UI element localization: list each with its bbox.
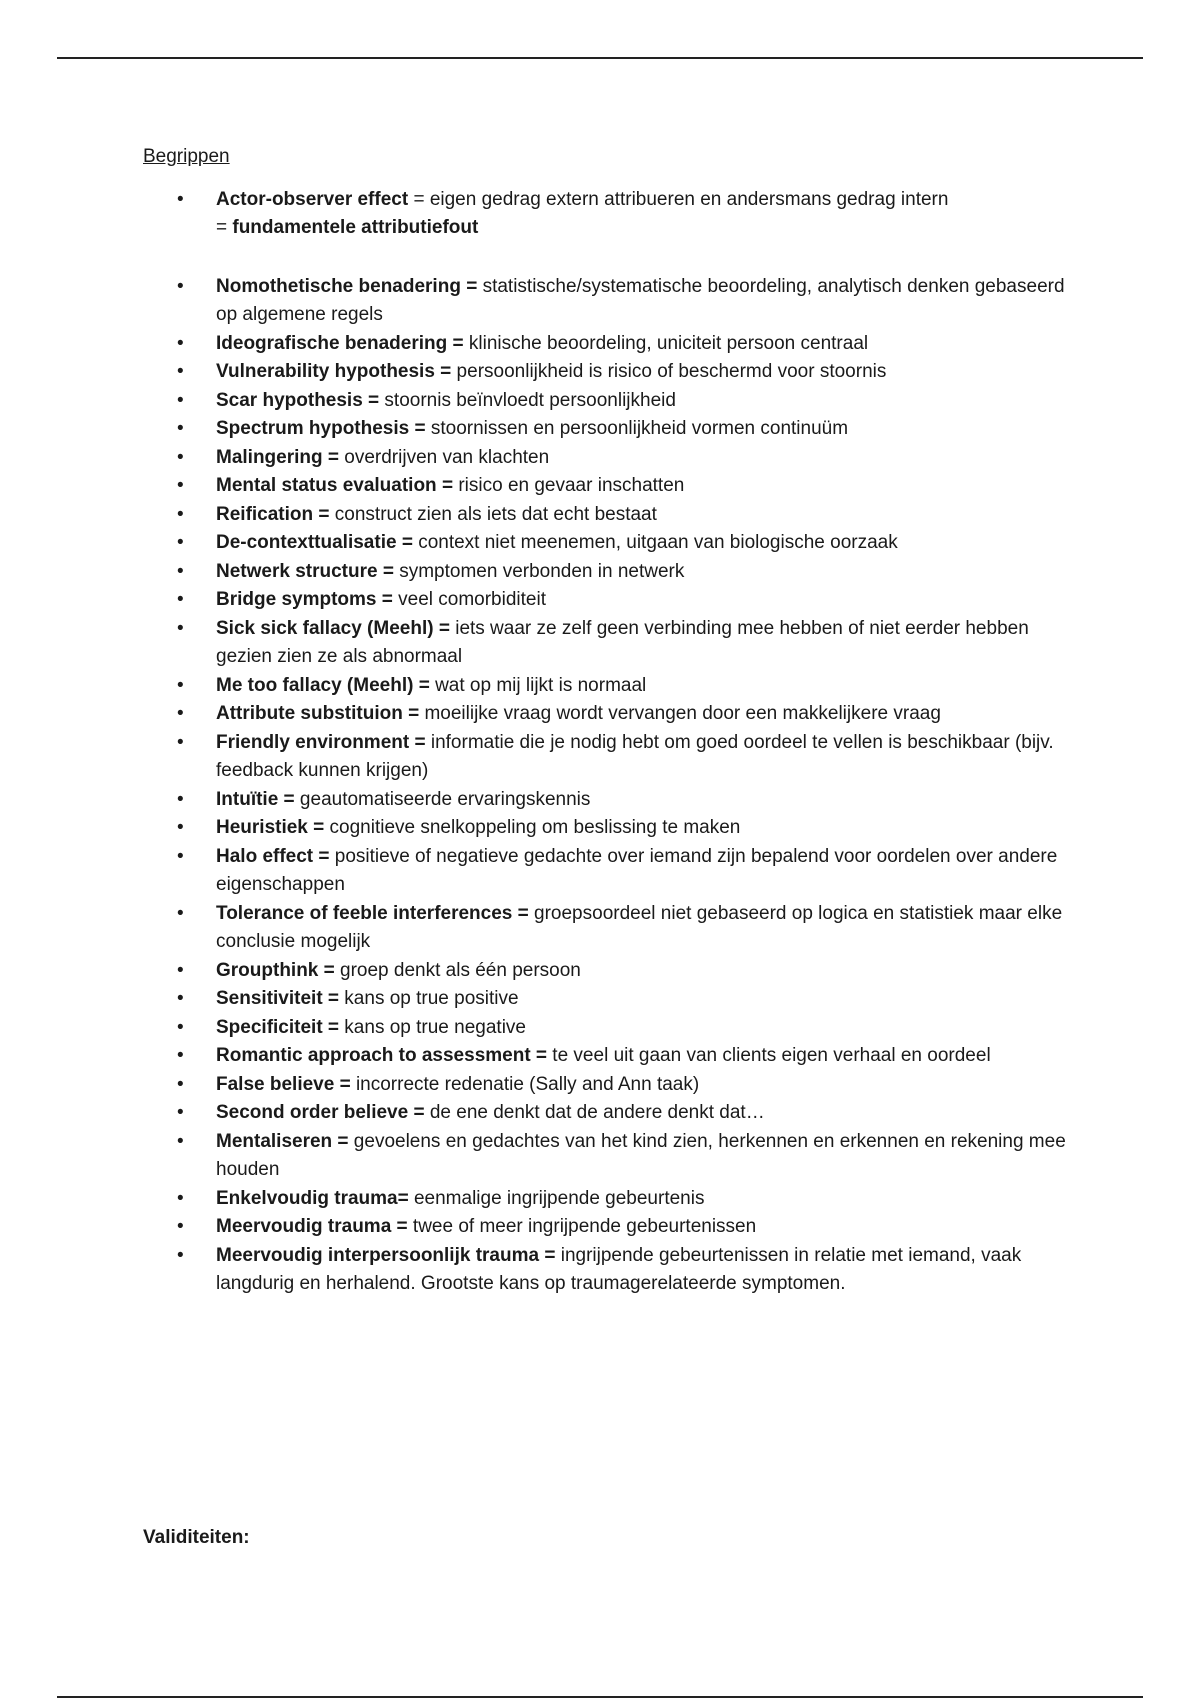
list-item <box>143 615 1083 672</box>
term-definition: overdrijven van klachten <box>339 446 550 468</box>
term-definition: te veel uit gaan van clients eigen verhaal en oordeel <box>547 1045 991 1066</box>
term-definition: de ene denkt dat de andere denkt dat… <box>424 1102 765 1123</box>
term-label: Vulnerability hypothesis = <box>216 361 452 382</box>
term-label: Nomothetische benadering = <box>216 275 478 297</box>
header-rule <box>57 57 1143 59</box>
terms-list <box>143 186 1083 1299</box>
term-definition: positieve of negatieve gedachte over iemand zijn bepalend voor oordelen over andere eigenschappen <box>216 845 1058 895</box>
term-label: Tolerance of feeble interferences = <box>216 902 529 924</box>
list-item <box>143 672 1083 701</box>
term-label: Attribute substituion = <box>216 703 420 724</box>
term-separator: = <box>408 188 430 210</box>
list-item <box>143 330 1083 359</box>
term-label: Actor-observer effect <box>216 188 409 210</box>
term-label: Romantic approach to assessment = <box>216 1045 548 1066</box>
term-label: Scar hypothesis = <box>216 389 380 411</box>
term-label: Enkelvoudig trauma= <box>216 1187 409 1209</box>
term-definition: klinische beoordeling, uniciteit persoon centraal <box>463 332 869 354</box>
list-item <box>143 1042 1083 1071</box>
footer-rule <box>57 1696 1143 1698</box>
list-item <box>143 558 1083 587</box>
list-item <box>143 444 1083 473</box>
term-definition: incorrecte redenatie (Sally and Ann taak) <box>350 1073 700 1095</box>
list-item <box>143 1128 1083 1185</box>
list-item <box>143 1185 1083 1214</box>
term-label: Groupthink = <box>216 959 335 981</box>
term-definition: symptomen verbonden in netwerk <box>393 560 685 582</box>
list-item <box>143 415 1083 444</box>
list-item <box>143 387 1083 416</box>
term-continuation <box>216 214 1083 243</box>
term-label: Mental status evaluation = <box>216 475 454 496</box>
term-label: Reification = <box>216 503 330 525</box>
term-definition: wat op mij lijkt is normaal <box>429 674 647 696</box>
term-label: Friendly environment = <box>216 731 426 753</box>
term-definition: gevoelens en gedachtes van het kind zien, herkennen en erkennen en rekening mee houden <box>216 1130 1066 1180</box>
term-definition: risico en gevaar inschatten <box>453 475 685 496</box>
list-item <box>143 814 1083 843</box>
term-label: Sick sick fallacy (Meehl) = <box>216 617 450 639</box>
term-definition: stoornissen en persoonlijkheid vormen continuüm <box>425 418 849 439</box>
list-item <box>143 472 1083 501</box>
term-definition: groep denkt als één persoon <box>334 959 581 981</box>
term-label: Meervoudig interpersoonlijk trauma = <box>216 1244 556 1266</box>
list-item <box>143 501 1083 530</box>
term-label: Meervoudig trauma = <box>216 1216 408 1237</box>
term-label: Specificiteit = <box>216 1016 340 1038</box>
term-label: Malingering = <box>216 446 339 468</box>
list-item <box>143 586 1083 615</box>
term-label: Ideografische benadering = <box>216 332 464 354</box>
list-item <box>143 186 1083 243</box>
term-definition: informatie die je nodig hebt om goed oordeel te vellen is beschikbaar (bijv. feedback kunnen krijgen) <box>216 731 1054 781</box>
term-definition: persoonlijkheid is risico of beschermd voor stoornis <box>451 361 887 382</box>
term-label: False believe = <box>216 1073 351 1095</box>
term-definition: groepsoordeel niet gebaseerd op logica en statistiek maar elke conclusie mogelijk <box>216 902 1063 952</box>
term-definition: cognitieve snelkoppeling om beslissing te maken <box>324 817 741 838</box>
term-label: Netwerk structure = <box>216 560 394 582</box>
list-item <box>143 358 1083 387</box>
term-definition: ingrijpende gebeurtenissen in relatie met iemand, vaak langdurig en herhalend. Grootste kans op traumagerelateerde symptomen. <box>216 1244 1022 1294</box>
term-definition: twee of meer ingrijpende gebeurtenissen <box>407 1216 757 1237</box>
list-item <box>143 985 1083 1014</box>
list-item <box>143 1099 1083 1128</box>
term-definition: construct zien als iets dat echt bestaat <box>329 503 657 525</box>
list-item <box>143 900 1083 957</box>
list-item <box>143 1014 1083 1043</box>
term-definition: geautomatiseerde ervaringskennis <box>294 788 591 810</box>
term-label: Second order believe = <box>216 1102 425 1123</box>
term-definition: stoornis beïnvloedt persoonlijkheid <box>379 389 676 411</box>
continuation-prefix: = <box>216 217 233 238</box>
term-definition: context niet meenemen, uitgaan van biologische oorzaak <box>412 532 898 553</box>
list-item <box>143 1242 1083 1299</box>
term-definition: moeilijke vraag wordt vervangen door een makkelijkere vraag <box>419 703 941 724</box>
term-definition: iets waar ze zelf geen verbinding mee hebben of niet eerder hebben gezien zien ze als abnormaal <box>216 617 1029 667</box>
section-heading-begrippen: Begrippen <box>143 146 230 167</box>
term-definition: veel comorbiditeit <box>392 589 546 610</box>
continuation-bold-text: fundamentele attributiefout <box>232 217 479 238</box>
term-definition: eigen gedrag extern attribueren en andersmans gedrag intern <box>429 188 949 210</box>
list-item <box>143 273 1083 330</box>
term-label: Bridge symptoms = <box>216 589 393 610</box>
term-label: Sensitiviteit = <box>216 988 340 1009</box>
term-label: Intuïtie = <box>216 788 295 810</box>
term-label: Heuristiek = <box>216 817 325 838</box>
list-item <box>143 786 1083 815</box>
list-item <box>143 1213 1083 1242</box>
term-label: Me too fallacy (Meehl) = <box>216 674 430 696</box>
term-definition: eenmalige ingrijpende gebeurtenis <box>408 1187 705 1209</box>
term-label: Mentaliseren = <box>216 1130 349 1152</box>
section-heading-validiteiten: Validiteiten: <box>143 1527 250 1548</box>
list-item <box>143 843 1083 900</box>
term-label: De-contexttualisatie = <box>216 532 413 553</box>
list-item <box>143 1071 1083 1100</box>
term-label: Halo effect = <box>216 845 330 867</box>
term-definition: kans op true positive <box>339 988 519 1009</box>
list-item <box>143 957 1083 986</box>
list-item <box>143 729 1083 786</box>
term-definition: statistische/systematische beoordeling, analytisch denken gebaseerd op algemene regels <box>216 275 1065 325</box>
list-item <box>143 529 1083 558</box>
term-label: Spectrum hypothesis = <box>216 418 426 439</box>
document-body <box>143 143 1083 1299</box>
list-item <box>143 700 1083 729</box>
term-definition: kans op true negative <box>339 1016 526 1038</box>
